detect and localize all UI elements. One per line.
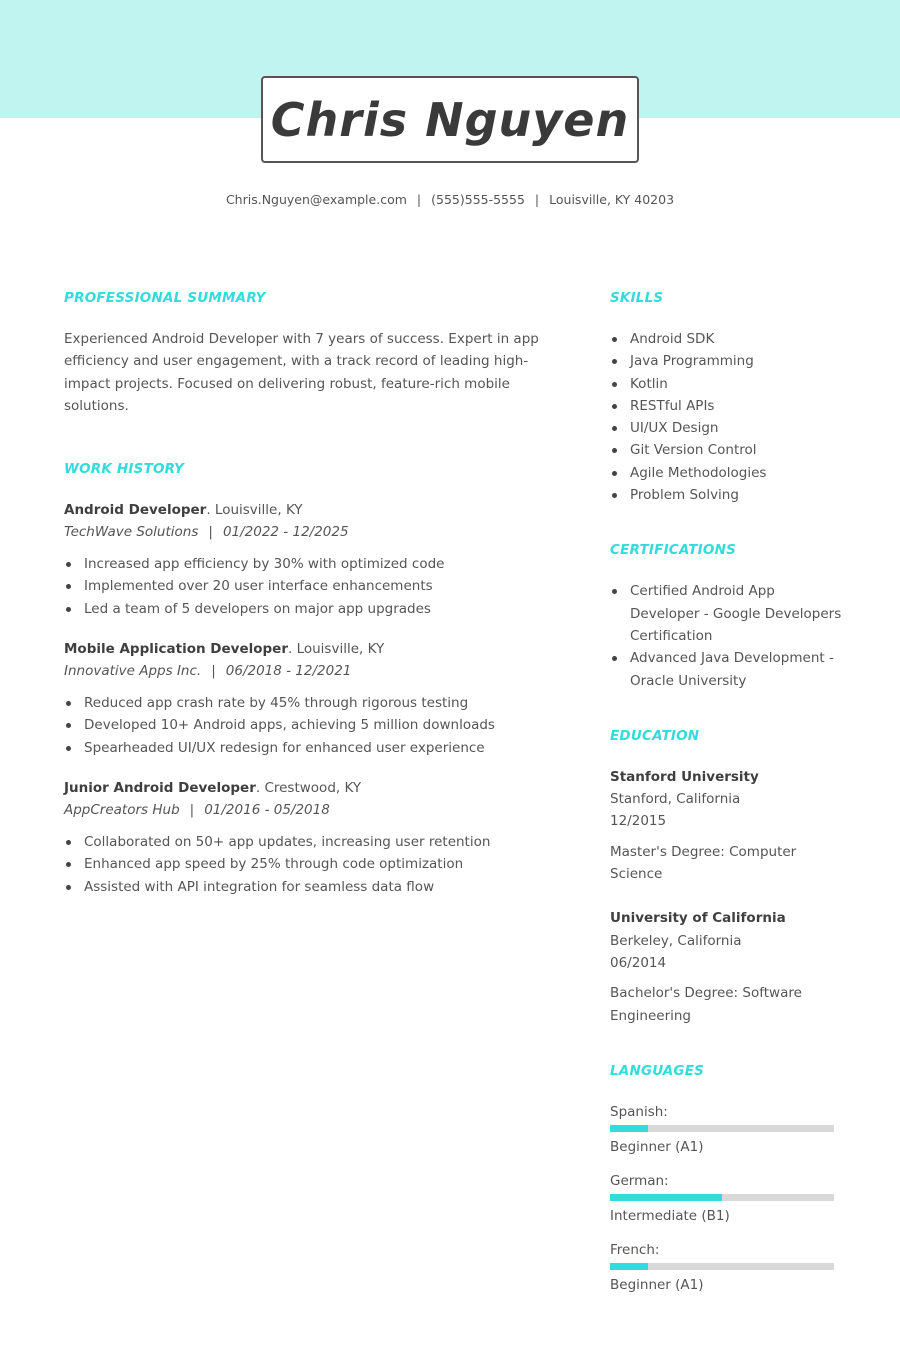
skills-list [610, 328, 846, 506]
proficiency-fill [610, 1125, 648, 1132]
work-history-section [64, 461, 554, 898]
section-title: WORK HISTORY [64, 461, 184, 478]
proficiency-bar [610, 1263, 834, 1270]
language-entry [610, 1170, 846, 1227]
school-name: University of California [610, 910, 786, 927]
section-title: LANGUAGES [610, 1062, 705, 1079]
job-location: . Louisville, KY [206, 502, 303, 519]
job-company: TechWave Solutions [64, 524, 199, 541]
language-name: German: [610, 1172, 669, 1189]
list-item: Developed 10+ Android apps, achieving 5 million downloads [64, 714, 554, 736]
list-item: Increased app efficiency by 30% with optimized code [64, 553, 554, 575]
list-item: Agile Methodologies [610, 462, 846, 484]
proficiency-bar [610, 1194, 834, 1201]
job-role: Mobile Application Developer [64, 641, 288, 658]
job-location: . Louisville, KY [288, 641, 385, 658]
languages-section [610, 1063, 846, 1296]
email[interactable]: Chris.Nguyen@example.com [225, 192, 407, 207]
job-entry [64, 499, 554, 620]
job-entry [64, 638, 554, 759]
job-separator: | [189, 801, 195, 818]
language-entry [610, 1239, 846, 1296]
job-dates: 01/2016 - 05/2018 [204, 801, 330, 818]
list-item: Reduced app crash rate by 45% through rigorous testing [64, 692, 554, 714]
skills-section [610, 290, 846, 506]
right-column [610, 290, 846, 1308]
language-level: Beginner (A1) [610, 1138, 704, 1155]
address: Louisville, KY 40203 [549, 192, 675, 207]
list-item: RESTful APIs [610, 395, 846, 417]
section-title: PROFESSIONAL SUMMARY [64, 290, 266, 306]
job-location: . Crestwood, KY [255, 779, 362, 796]
language-name: French: [610, 1241, 660, 1258]
job-company-line [64, 521, 554, 543]
name-box [261, 76, 639, 163]
language-level: Beginner (A1) [610, 1276, 704, 1293]
section-title: SKILLS [610, 290, 664, 306]
language-entry [610, 1101, 846, 1158]
list-item: Android SDK [610, 328, 846, 350]
job-bullets [64, 831, 554, 898]
proficiency-bar [610, 1125, 834, 1132]
certifications-list [610, 580, 846, 691]
contact-separator: | [416, 192, 422, 207]
job-company: AppCreators Hub [64, 801, 180, 818]
job-title-line [64, 499, 554, 521]
contact-separator: | [534, 192, 540, 207]
list-item: Kotlin [610, 373, 846, 395]
language-level: Intermediate (B1) [610, 1207, 730, 1224]
list-item: Collaborated on 50+ app updates, increasing user retention [64, 831, 554, 853]
job-dates: 01/2022 - 12/2025 [222, 524, 349, 541]
section-title: EDUCATION [610, 727, 700, 744]
school-location: Stanford, California [610, 791, 741, 808]
list-item: Git Version Control [610, 439, 846, 461]
list-item: Led a team of 5 developers on major app upgrades [64, 598, 554, 620]
phone[interactable]: (555)555-5555 [431, 192, 525, 207]
list-item: Enhanced app speed by 25% through code optimization [64, 853, 554, 875]
job-title-line [64, 777, 554, 799]
school-location: Berkeley, California [610, 932, 742, 949]
job-separator: | [208, 524, 213, 541]
job-company: Innovative Apps Inc. [64, 663, 202, 680]
list-item: UI/UX Design [610, 417, 846, 439]
list-item: Spearheaded UI/UX redesign for enhanced user experience [64, 737, 554, 759]
list-item: Problem Solving [610, 484, 846, 506]
education-section [610, 728, 846, 1027]
graduation-date: 06/2014 [610, 954, 667, 971]
job-bullets [64, 692, 554, 759]
job-company-line [64, 799, 554, 821]
job-role: Android Developer [64, 502, 207, 519]
list-item: Assisted with API integration for seamless data flow [64, 876, 554, 898]
contact-line [0, 192, 900, 207]
language-name: Spanish: [610, 1103, 668, 1120]
job-dates: 06/2018 - 12/2021 [225, 663, 352, 680]
summary-section [64, 290, 554, 417]
job-title-line [64, 638, 554, 660]
list-item: Advanced Java Development - Oracle University [610, 647, 846, 692]
job-bullets [64, 553, 554, 620]
section-title: CERTIFICATIONS [610, 542, 736, 559]
certifications-section [610, 542, 846, 691]
graduation-date: 12/2015 [610, 813, 667, 830]
education-entry [610, 907, 846, 1026]
degree: Bachelor's Degree: Software Engineering [610, 985, 802, 1024]
proficiency-fill [610, 1194, 722, 1201]
education-entry [610, 766, 846, 885]
job-role: Junior Android Developer [64, 779, 256, 796]
summary-text: Experienced Android Developer with 7 years of success. Expert in app efficiency and user engagement, with a track record of leading high-impact projects. Focused on delivering robust, feature-rich mobile solutions. [64, 331, 539, 414]
job-company-line [64, 660, 554, 682]
job-entry [64, 777, 554, 898]
left-column [64, 290, 554, 916]
degree: Master's Degree: Computer Science [610, 843, 797, 883]
candidate-name: Chris Nguyen [270, 92, 630, 147]
list-item: Java Programming [610, 350, 846, 372]
school-name: Stanford University [610, 768, 759, 785]
list-item: Certified Android App Developer - Google Developers Certification [610, 580, 846, 647]
proficiency-fill [610, 1263, 648, 1270]
job-separator: | [211, 663, 216, 680]
list-item: Implemented over 20 user interface enhancements [64, 575, 554, 597]
